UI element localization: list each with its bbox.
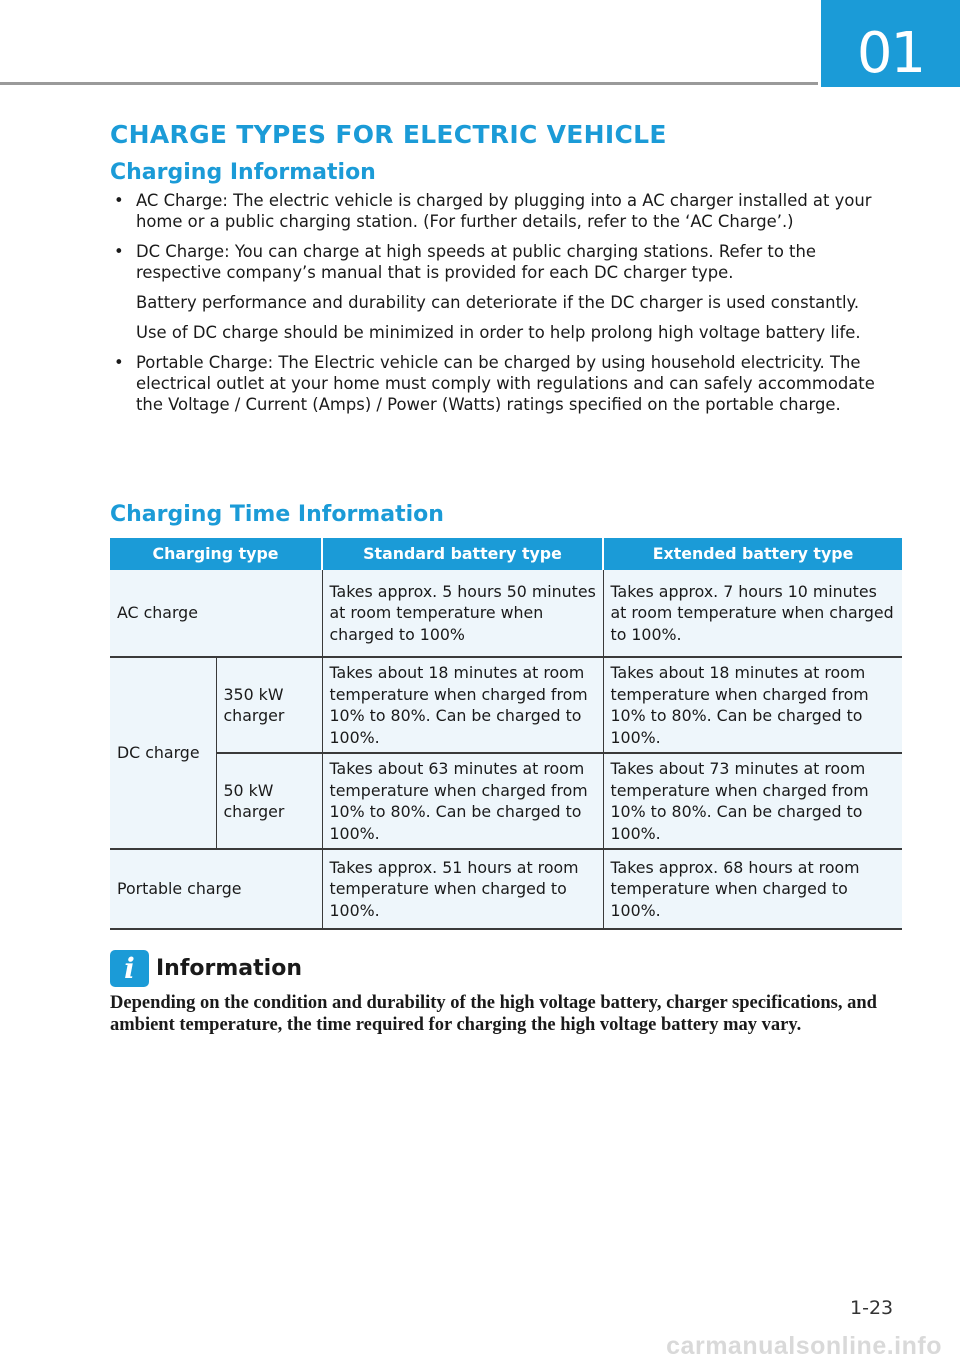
standard-cell: Takes about 63 minutes at room temperature when charged from 10% to 80%. Can be charged to 100%. bbox=[322, 753, 603, 849]
watermark-text: carmanualsonline.info bbox=[666, 1332, 942, 1360]
list-item-note: Battery performance and durability can deteriorate if the DC charger is used constantly. bbox=[136, 293, 860, 312]
chapter-tab: 01 bbox=[821, 0, 960, 87]
charging-time-heading: Charging Time Information bbox=[110, 502, 444, 527]
charging-type-cell: AC charge bbox=[110, 570, 322, 657]
table-row bbox=[110, 753, 902, 849]
extended-cell: Takes about 18 minutes at room temperature when charged from 10% to 80%. Can be charged to 100%. bbox=[603, 657, 902, 753]
list-item bbox=[110, 352, 905, 415]
column-header: Charging type bbox=[110, 538, 322, 570]
header-rule bbox=[0, 82, 818, 85]
list-item-text: Portable Charge: The Electric vehicle can be charged by using household electricity. The electrical outlet at your home must comply with regulations and can safely accommodate the Voltage / Current (Amps) / Power (Watts) ratings specified on the portable charge. bbox=[136, 353, 875, 414]
standard-cell: Takes approx. 5 hours 50 minutes at room temperature when charged to 100% bbox=[322, 570, 603, 657]
charging-type-cell: DC charge bbox=[110, 657, 216, 849]
section-title: CHARGE TYPES FOR ELECTRIC VEHICLE bbox=[110, 120, 667, 149]
list-item bbox=[110, 190, 905, 232]
charger-cell: 350 kW charger bbox=[216, 657, 322, 753]
list-item-text: AC Charge: The electric vehicle is charged by plugging into a AC charger installed at your home or a public charging station. (For further details, refer to the ‘AC Charge’.) bbox=[136, 191, 872, 231]
column-header: Standard battery type bbox=[322, 538, 603, 570]
extended-cell: Takes about 73 minutes at room temperature when charged from 10% to 80%. Can be charged to 100%. bbox=[603, 753, 902, 849]
bullet-icon: • bbox=[114, 191, 124, 210]
page-number: 1-23 bbox=[850, 1297, 894, 1319]
table-row bbox=[110, 657, 902, 753]
charging-time-table bbox=[110, 538, 902, 930]
footer-watermark bbox=[0, 1332, 960, 1362]
charging-info-heading: Charging Information bbox=[110, 160, 376, 185]
table-row bbox=[110, 849, 902, 929]
information-text: Depending on the condition and durability of the high voltage battery, charger specifications, and ambient temperature, the time required for charging the high voltage battery may vary. bbox=[110, 993, 877, 1035]
extended-cell: Takes approx. 68 hours at room temperature when charged to 100%. bbox=[603, 849, 902, 929]
extended-cell: Takes approx. 7 hours 10 minutes at room temperature when charged to 100%. bbox=[603, 570, 902, 657]
charger-cell: 50 kW charger bbox=[216, 753, 322, 849]
table-row bbox=[110, 570, 902, 657]
list-item bbox=[110, 241, 905, 343]
table-header-row bbox=[110, 538, 902, 570]
list-item-text: DC Charge: You can charge at high speeds at public charging stations. Refer to the respective company’s manual that is provided for each DC charger type. bbox=[136, 242, 816, 282]
list-item-note: Use of DC charge should be minimized in order to help prolong high voltage battery life. bbox=[136, 323, 861, 342]
charging-info-list bbox=[110, 190, 905, 424]
bullet-icon: • bbox=[114, 353, 124, 372]
bullet-icon: • bbox=[114, 242, 124, 261]
info-icon: i bbox=[110, 950, 149, 987]
standard-cell: Takes approx. 51 hours at room temperature when charged to 100%. bbox=[322, 849, 603, 929]
column-header: Extended battery type bbox=[603, 538, 902, 570]
information-title: Information bbox=[156, 956, 302, 981]
charging-type-cell: Portable charge bbox=[110, 849, 322, 929]
standard-cell: Takes about 18 minutes at room temperature when charged from 10% to 80%. Can be charged to 100%. bbox=[322, 657, 603, 753]
